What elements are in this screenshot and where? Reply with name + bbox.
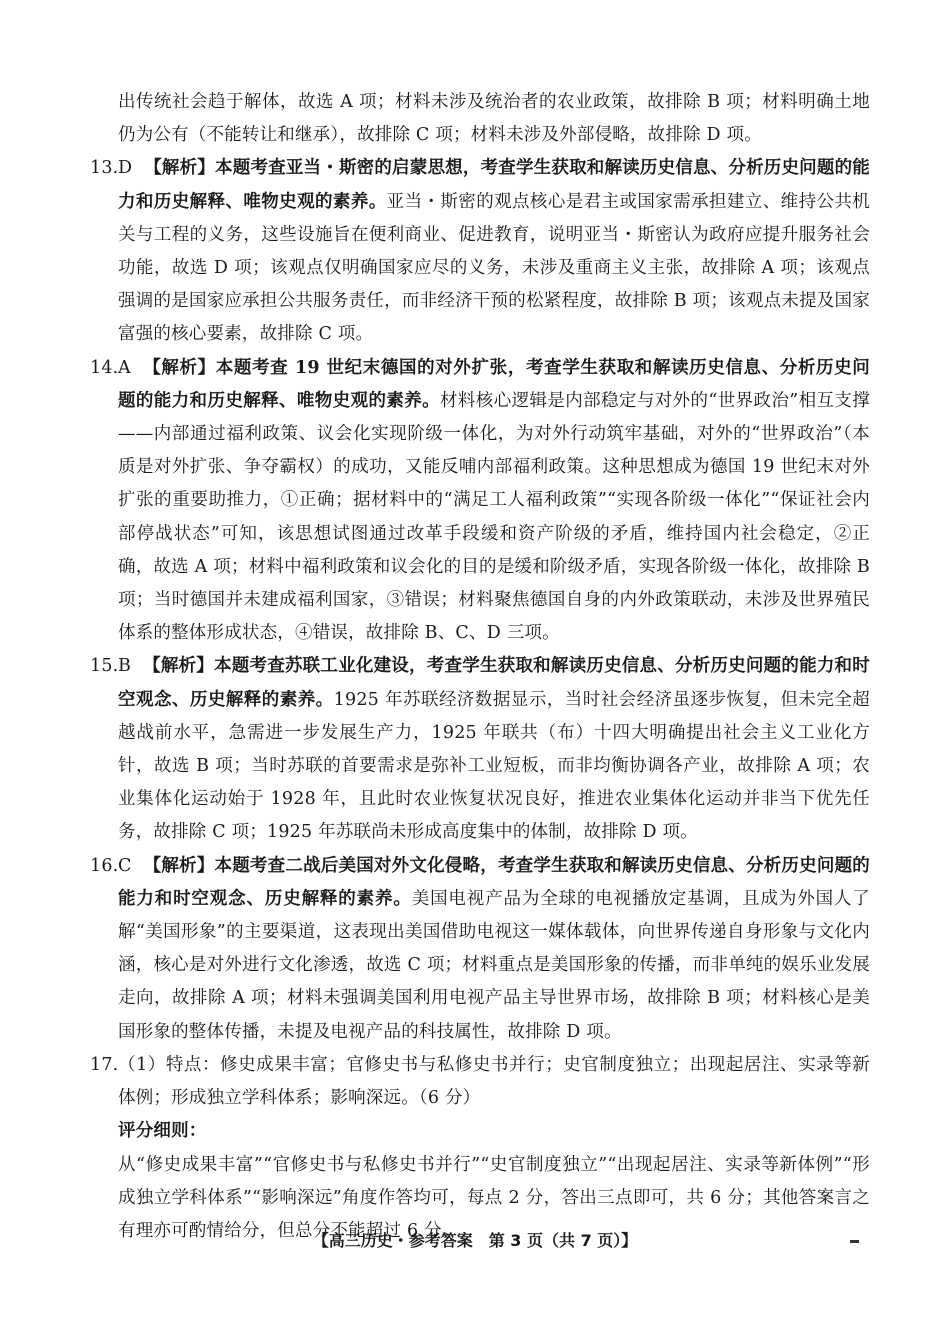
analysis-text: 1925 年苏联经济数据显示，当时社会经济虽逐步恢复，但未完全超越战前水平，急需进一步发展生产力，1925 年联共（布）十四大明确提出社会主义工业化方针，故选 B 项；当时苏联的首要需求是弥补工业短板，而非均衡协调各产业，故排除 A 项；农业集体化运动始于 1928 年，且此时农业恢复状况良好，推进农业集体化运动并非当下优先任务，故排除 C 项；1925 年苏联尚未形成高度集中的体制，故排除 D 项。 <box>118 689 871 843</box>
answer-content <box>90 86 870 1248</box>
question-explanation <box>118 152 870 351</box>
question-13 <box>90 152 870 351</box>
analysis-lead: 本题考查苏联工业化建设，考查学生获取和解读历史信息、分析历史问题的能力和时空观念、历史解释的素养。 <box>118 656 870 710</box>
corner-mark <box>850 1240 859 1243</box>
question-number: 15. <box>90 656 119 677</box>
question-17 <box>90 1049 870 1248</box>
analysis-tag: 【解析】 <box>143 855 215 876</box>
question-16 <box>90 850 870 1049</box>
question-number: 17. <box>90 1054 119 1075</box>
answer-letter: A <box>118 357 131 378</box>
analysis-lead: 本题考查亚当・斯密的启蒙思想，考查学生获取和解读历史信息、分析历史问题的能力和历史解释、唯物史观的素养。 <box>118 158 870 212</box>
question-number: 13. <box>90 158 119 179</box>
answer-letter: B <box>118 656 132 677</box>
analysis-text: 亚当・斯密的观点核心是君主或国家需承担建立、维持公共机关与工程的义务，这些设施旨在便利商业、促进教育，说明亚当・斯密认为政府应提升服务社会功能，故选 D 项；该观点仅明确国家应尽的义务，未涉及重商主义主张，故排除 A 项；该观点强调的是国家应承担公共服务责任，而非经济干预的松紧程度，故排除 B 项；该观点未提及国家富强的核心要素，故排除 C 项。 <box>118 191 871 345</box>
analysis-text: 美国电视产品为全球的电视播放定基调，且成为外国人了解“美国形象”的主要渠道，这表现出美国借助电视这一媒体载体，向世界传递自身形象与文化内涵，核心是对外进行文化渗透，故选 C 项；材料重点是美国形象的传播，而非单纯的娱乐业发展走向，故排除 A 项；材料未强调美国利用电视产品主导世界市场，故排除 B 项；材料核心是美国形象的整体传播，未提及电视产品的科技属性，故排除 D 项。 <box>118 888 870 1042</box>
scoring-rubric-title: 评分细则： <box>118 1121 207 1142</box>
question-explanation <box>118 352 870 651</box>
analysis-lead: 本题考查二战后美国对外文化侵略，考查学生获取和解读历史信息、分析历史问题的能力和时空观念、历史解释的素养。 <box>118 855 870 909</box>
analysis-text: 材料核心逻辑是内部稳定与对外的“世界政治”相互支撑——内部通过福利政策、议会化实现阶级一体化，为对外行动筑牢基础，对外的“世界政治”（本质是对外扩张、争夺霸权）的成功，又能反哺内部福利政策。这种思想成为德国 19 世纪末对外扩张的重要助推力，①正确；据材料中的“满足工人福利政策”“实现各阶级一体化”“保证社会内部停战状态”可知，该思想试图通过改革手段缓和资产阶级的矛盾，维持国内社会稳定，②正确，故选 A 项；材料中福利政策和议会化的目的是缓和阶级矛盾，实现各阶级一体化，故排除 B 项；当时德国并未建成福利国家，③错误；材料聚焦德国自身的内外政策联动，未涉及世界殖民体系的整体形成状态，④错误，故排除 B、C、D 三项。 <box>118 390 870 644</box>
answer-letter: D <box>118 158 133 179</box>
page-footer: 【高三历史・参考答案 第 3 页（共 7 页）】 <box>312 1231 638 1250</box>
scoring-rubric-text: 从“修史成果丰富”“官修史书与私修史书并行”“史官制度独立”“出现起居注、实录等新体例”“形成独立学科体系”“影响深远”角度作答均可，每点 2 分，答出三点即可，共 6 分；其他答案言之有理亦可酌情给分，但总分不能超过 6 分。 <box>118 1154 870 1241</box>
question-15 <box>90 650 870 849</box>
question-17-part-1: （1）特点：修史成果丰富；官修史书与私修史书并行；史官制度独立；出现起居注、实录等新体例；形成独立学科体系；影响深远。（6 分） <box>118 1054 870 1109</box>
question-number: 14. <box>90 357 119 378</box>
analysis-tag: 【解析】 <box>142 357 216 378</box>
question-explanation <box>118 650 870 849</box>
question-number: 16. <box>90 855 119 876</box>
question-17-answer <box>118 1049 870 1248</box>
intro-paragraph: 出传统社会趋于解体，故选 A 项；材料未涉及统治者的农业政策，故排除 B 项；材料明确土地仍为公有（不能转让和继承），故排除 C 项；材料未涉及外部侵略，故排除 D 项。 <box>118 92 870 146</box>
analysis-lead: 本题考查 19 世纪末德国的对外扩张，考查学生获取和解读历史信息、分析历史问题的能力和历史解释、唯物史观的素养。 <box>118 357 870 411</box>
analysis-tag: 【解析】 <box>143 656 215 677</box>
analysis-tag: 【解析】 <box>144 158 216 179</box>
question-explanation <box>118 850 870 1049</box>
answer-letter: C <box>118 855 132 876</box>
question-14 <box>90 352 870 651</box>
